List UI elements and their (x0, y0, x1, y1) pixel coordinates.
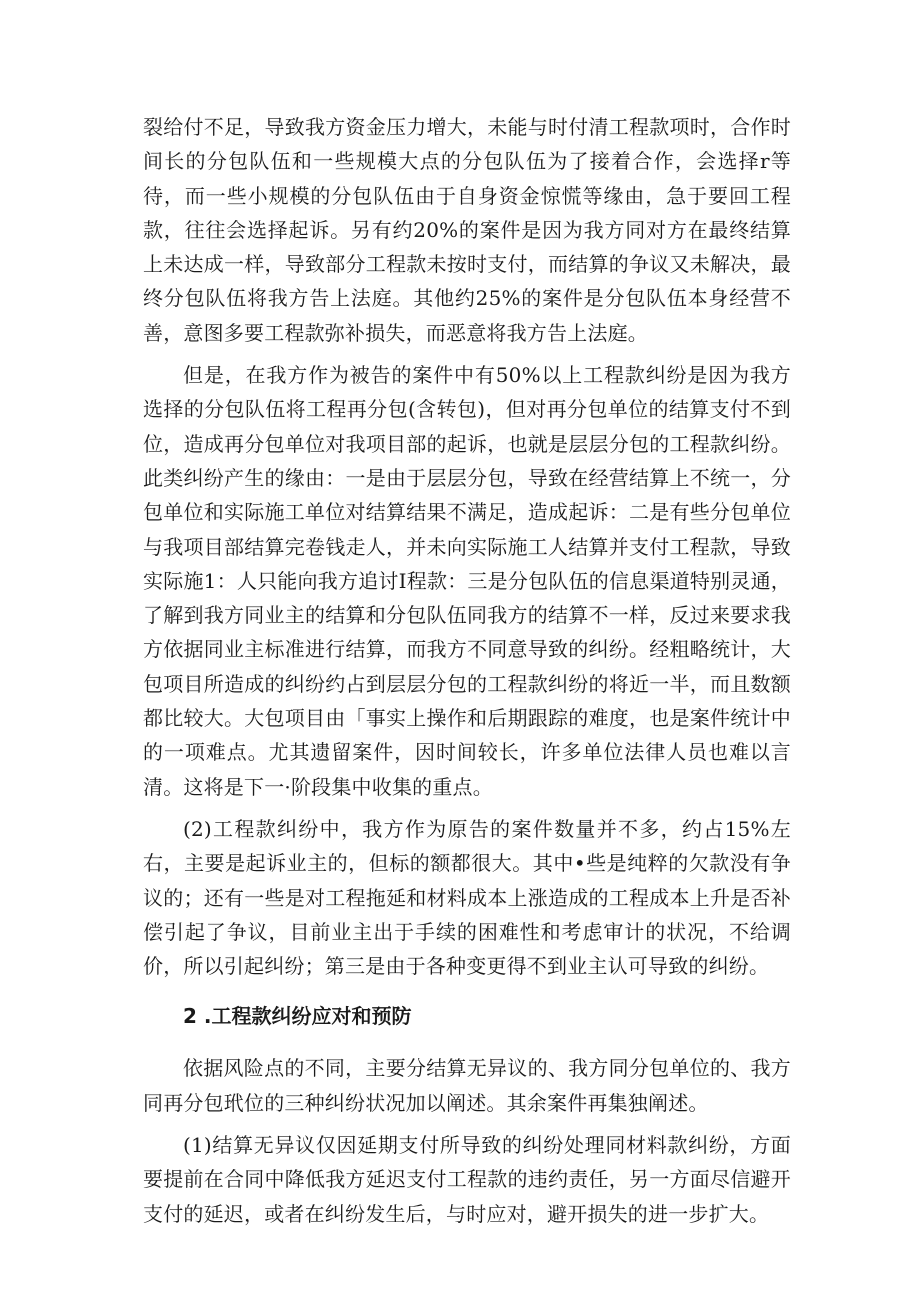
document-page (143, 110, 791, 1231)
paragraph-2: 但是，在我方作为被告的案件中有50%以上工程款纠纷是因为我方选择的分包队伍将工程再分包(含转包)，但对再分包单位的结算支付不到位，造成再分包单位对我项目部的起诉，也就是层层分包的工程款纠纷。此类纠纷产生的缘由：一是由于层层分包，导致在经营结算上不统一，分包单位和实际施工单位对结算结果不满足，造成起诉：二是有些分包单位与我项目部结算完卷钱走人，并未向实际施工人结算并支付工程款，导致实际施1：人只能向我方追讨I程款：三是分包队伍的信息渠道特别灵通，了解到我方同业主的结算和分包队伍同我方的结算不一样，反过来要求我方依据同业主标准进行结算，而我方不同意导致的纠纷。经粗略统计，大包项目所造成的纠纷约占到层层分包的工程款纠纷的将近一半，而且数额都比较大。大包项目由「事实上操作和后期跟踪的难度，也是案件统计中的一项难点。尤其遗留案件，因时间较长，许多单位法律人员也难以言清。这将是下一·阶段集中收集的重点。 (143, 363, 791, 799)
paragraph-5: (1)结算无异议仅因延期支付所导致的纠纷处理同材料款纠纷，方面要提前在合同中降低我方延迟支付工程款的违约责任，另一方面尽信避开支付的延迟，或者在纠纷发生后，与时应对，避开损失的进一步扩大。 (143, 1133, 791, 1226)
paragraph-1: 裂给付不足，导致我方资金压力增大，未能与时付清工程款项时，合作时间长的分包队伍和一些规模大点的分包队伍为了接着合作，会选择r等待，而一些小规模的分包队伍由于自身资金惊慌等缘由，急于要回工程款，往往会选择起诉。另有约20%的案件是因为我方同对方在最终结算上未达成一样，导致部分工程款未按时支付，而结算的争议又未解决，最终分包队伍将我方告上法庭。其他约25%的案件是分包队伍本身经营不善，意图多要工程款弥补损失，而恶意将我方告上法庭。 (143, 115, 791, 345)
paragraph-4: 依据风险点的不同，主要分结算无异议的、我方同分包单位的、我方同再分包玳位的三种纠纷状况加以阐述。其余案件再集独阐述。 (143, 1056, 791, 1115)
paragraph-3: (2)工程款纠纷中，我方作为原告的案件数量并不多，约占15%左右，主要是起诉业主的，但标的额都很大。其中•些是纯粹的欠款没有争议的；还有一些是对工程拖延和材料成本上涨造成的工程成本上升是否补偿引起了争议，目前业主出于手续的困难性和考虑审计的状况，不给调价，所以引起纠纷；第三是由于各种变更得不到业主认可导致的纠纷。 (143, 816, 791, 979)
section-heading: 2 .工程款纠纷应对和预防 (183, 1004, 412, 1029)
